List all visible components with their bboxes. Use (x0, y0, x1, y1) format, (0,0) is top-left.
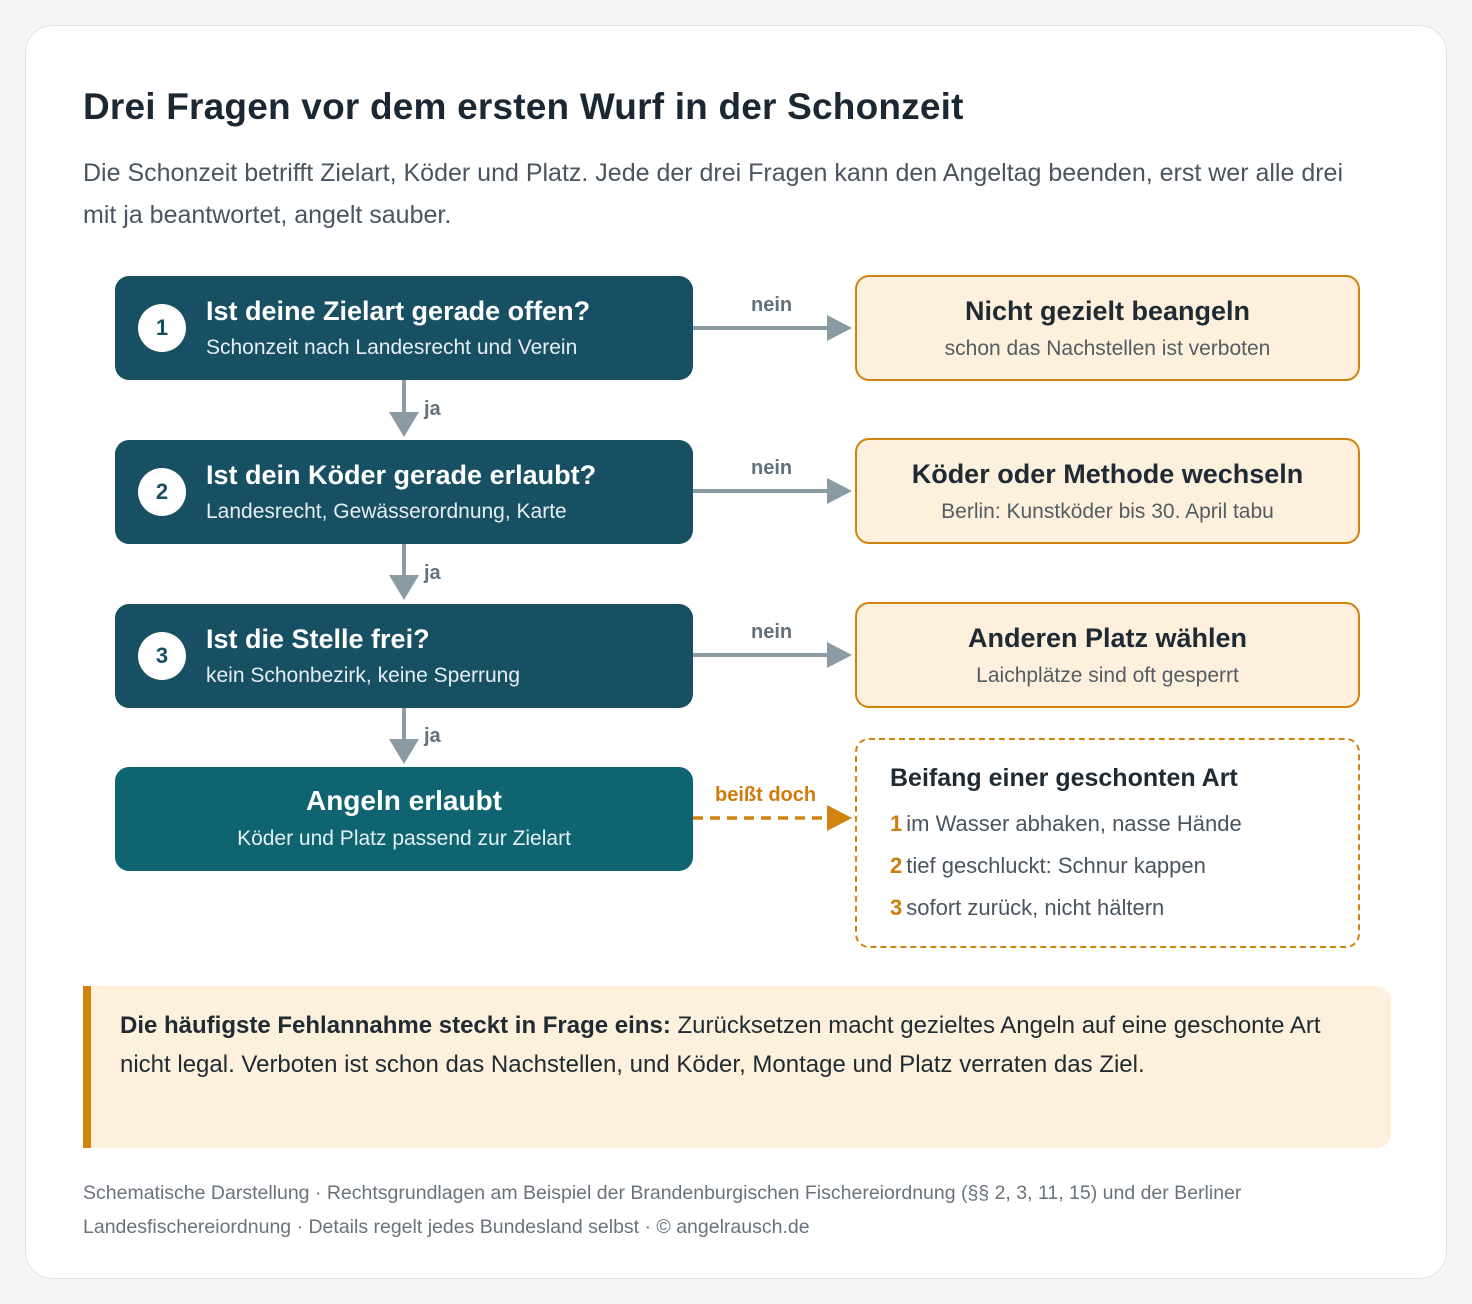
arrow-bycatch (693, 805, 852, 831)
footer-source: Schematische Darstellung · Rechtsgrundlagen am Beispiel der Brandenburgischen Fischereiordnung (§§ 2, 3, 11, 15) und der Berliner Landesfischereiordnung · Details regelt jedes Bundesland selbst · © angelrausch.de (83, 1182, 1242, 1238)
bycatch-item-3 (890, 895, 1164, 921)
question-title: Ist dein Köder gerade erlaubt? (206, 460, 597, 490)
result-subtitle: Berlin: Kunstköder bis 30. April tabu (941, 500, 1274, 523)
question-subtitle: kein Schonbezirk, keine Sperrung (206, 664, 521, 687)
result-subtitle: schon das Nachstellen ist verboten (944, 337, 1271, 360)
label-no-3: nein (751, 621, 793, 643)
allowed-subtitle: Köder und Platz passend zur Zielart (237, 827, 571, 850)
arrow-no-1 (693, 315, 852, 341)
label-bites: beißt doch (715, 784, 817, 806)
result-title: Köder oder Methode wechseln (911, 459, 1304, 489)
bycatch-item-1 (890, 811, 1242, 837)
page-subtitle: Die Schonzeit betrifft Zielart, Köder und Platz. Jede der drei Fragen kann den Angeltag beenden, erst wer alle drei mit ja beantwortet, angelt sauber. (83, 159, 1344, 229)
result-box-2 (855, 438, 1360, 544)
label-yes-1: ja (424, 398, 441, 420)
bycatch-item-text: im Wasser abhaken, nasse Hände (906, 811, 1242, 836)
label-no-1: nein (751, 294, 793, 316)
card (25, 25, 1447, 1279)
callout-text (120, 1006, 1360, 1084)
step-number: 1 (138, 304, 186, 352)
callout-bold: Die häufigste Fehlannahme steckt in Frage eins: (120, 1012, 671, 1039)
callout-note (83, 986, 1391, 1148)
bycatch-item-text: tief geschluckt: Schnur kappen (906, 853, 1206, 878)
arrow-yes-1 (389, 380, 419, 437)
question-box-2 (115, 440, 693, 544)
label-no-2: nein (751, 457, 793, 479)
question-box-3 (115, 604, 693, 708)
bycatch-item-number: 1 (890, 811, 903, 836)
arrow-yes-2 (389, 544, 419, 600)
callout-body: Zurücksetzen macht gezieltes Angeln auf eine geschonte Art nicht legal. Verboten ist schon das Nachstellen, und Köder, Montage und Platz verraten das Ziel. (120, 1012, 1321, 1078)
bycatch-box (855, 738, 1360, 948)
bycatch-item-text: sofort zurück, nicht hältern (906, 895, 1165, 920)
bycatch-item-number: 3 (890, 895, 903, 920)
arrow-no-2 (693, 478, 852, 504)
step-number: 3 (138, 632, 186, 680)
allowed-box (115, 767, 693, 871)
result-title: Nicht gezielt beangeln (964, 296, 1251, 326)
label-yes-3: ja (424, 725, 441, 747)
result-box-1 (855, 275, 1360, 381)
question-subtitle: Schonzeit nach Landesrecht und Verein (206, 336, 578, 359)
question-subtitle: Landesrecht, Gewässerordnung, Karte (206, 500, 567, 523)
question-box-1 (115, 276, 693, 380)
bycatch-item-2 (890, 853, 1206, 879)
arrow-no-3 (693, 642, 852, 668)
arrow-yes-3 (389, 707, 419, 764)
result-title: Anderen Platz wählen (967, 623, 1248, 653)
step-number: 2 (138, 468, 186, 516)
allowed-title: Angeln erlaubt (305, 785, 502, 816)
label-yes-2: ja (424, 562, 441, 584)
bycatch-title: Beifang einer geschonten Art (890, 764, 1238, 792)
bycatch-item-number: 2 (890, 853, 903, 878)
result-box-3 (855, 602, 1360, 708)
question-title: Ist deine Zielart gerade offen? (206, 296, 591, 326)
page-title: Drei Fragen vor dem ersten Wurf in der Schonzeit (83, 86, 964, 127)
result-subtitle: Laichplätze sind oft gesperrt (976, 664, 1239, 687)
question-title: Ist die Stelle frei? (206, 624, 430, 654)
